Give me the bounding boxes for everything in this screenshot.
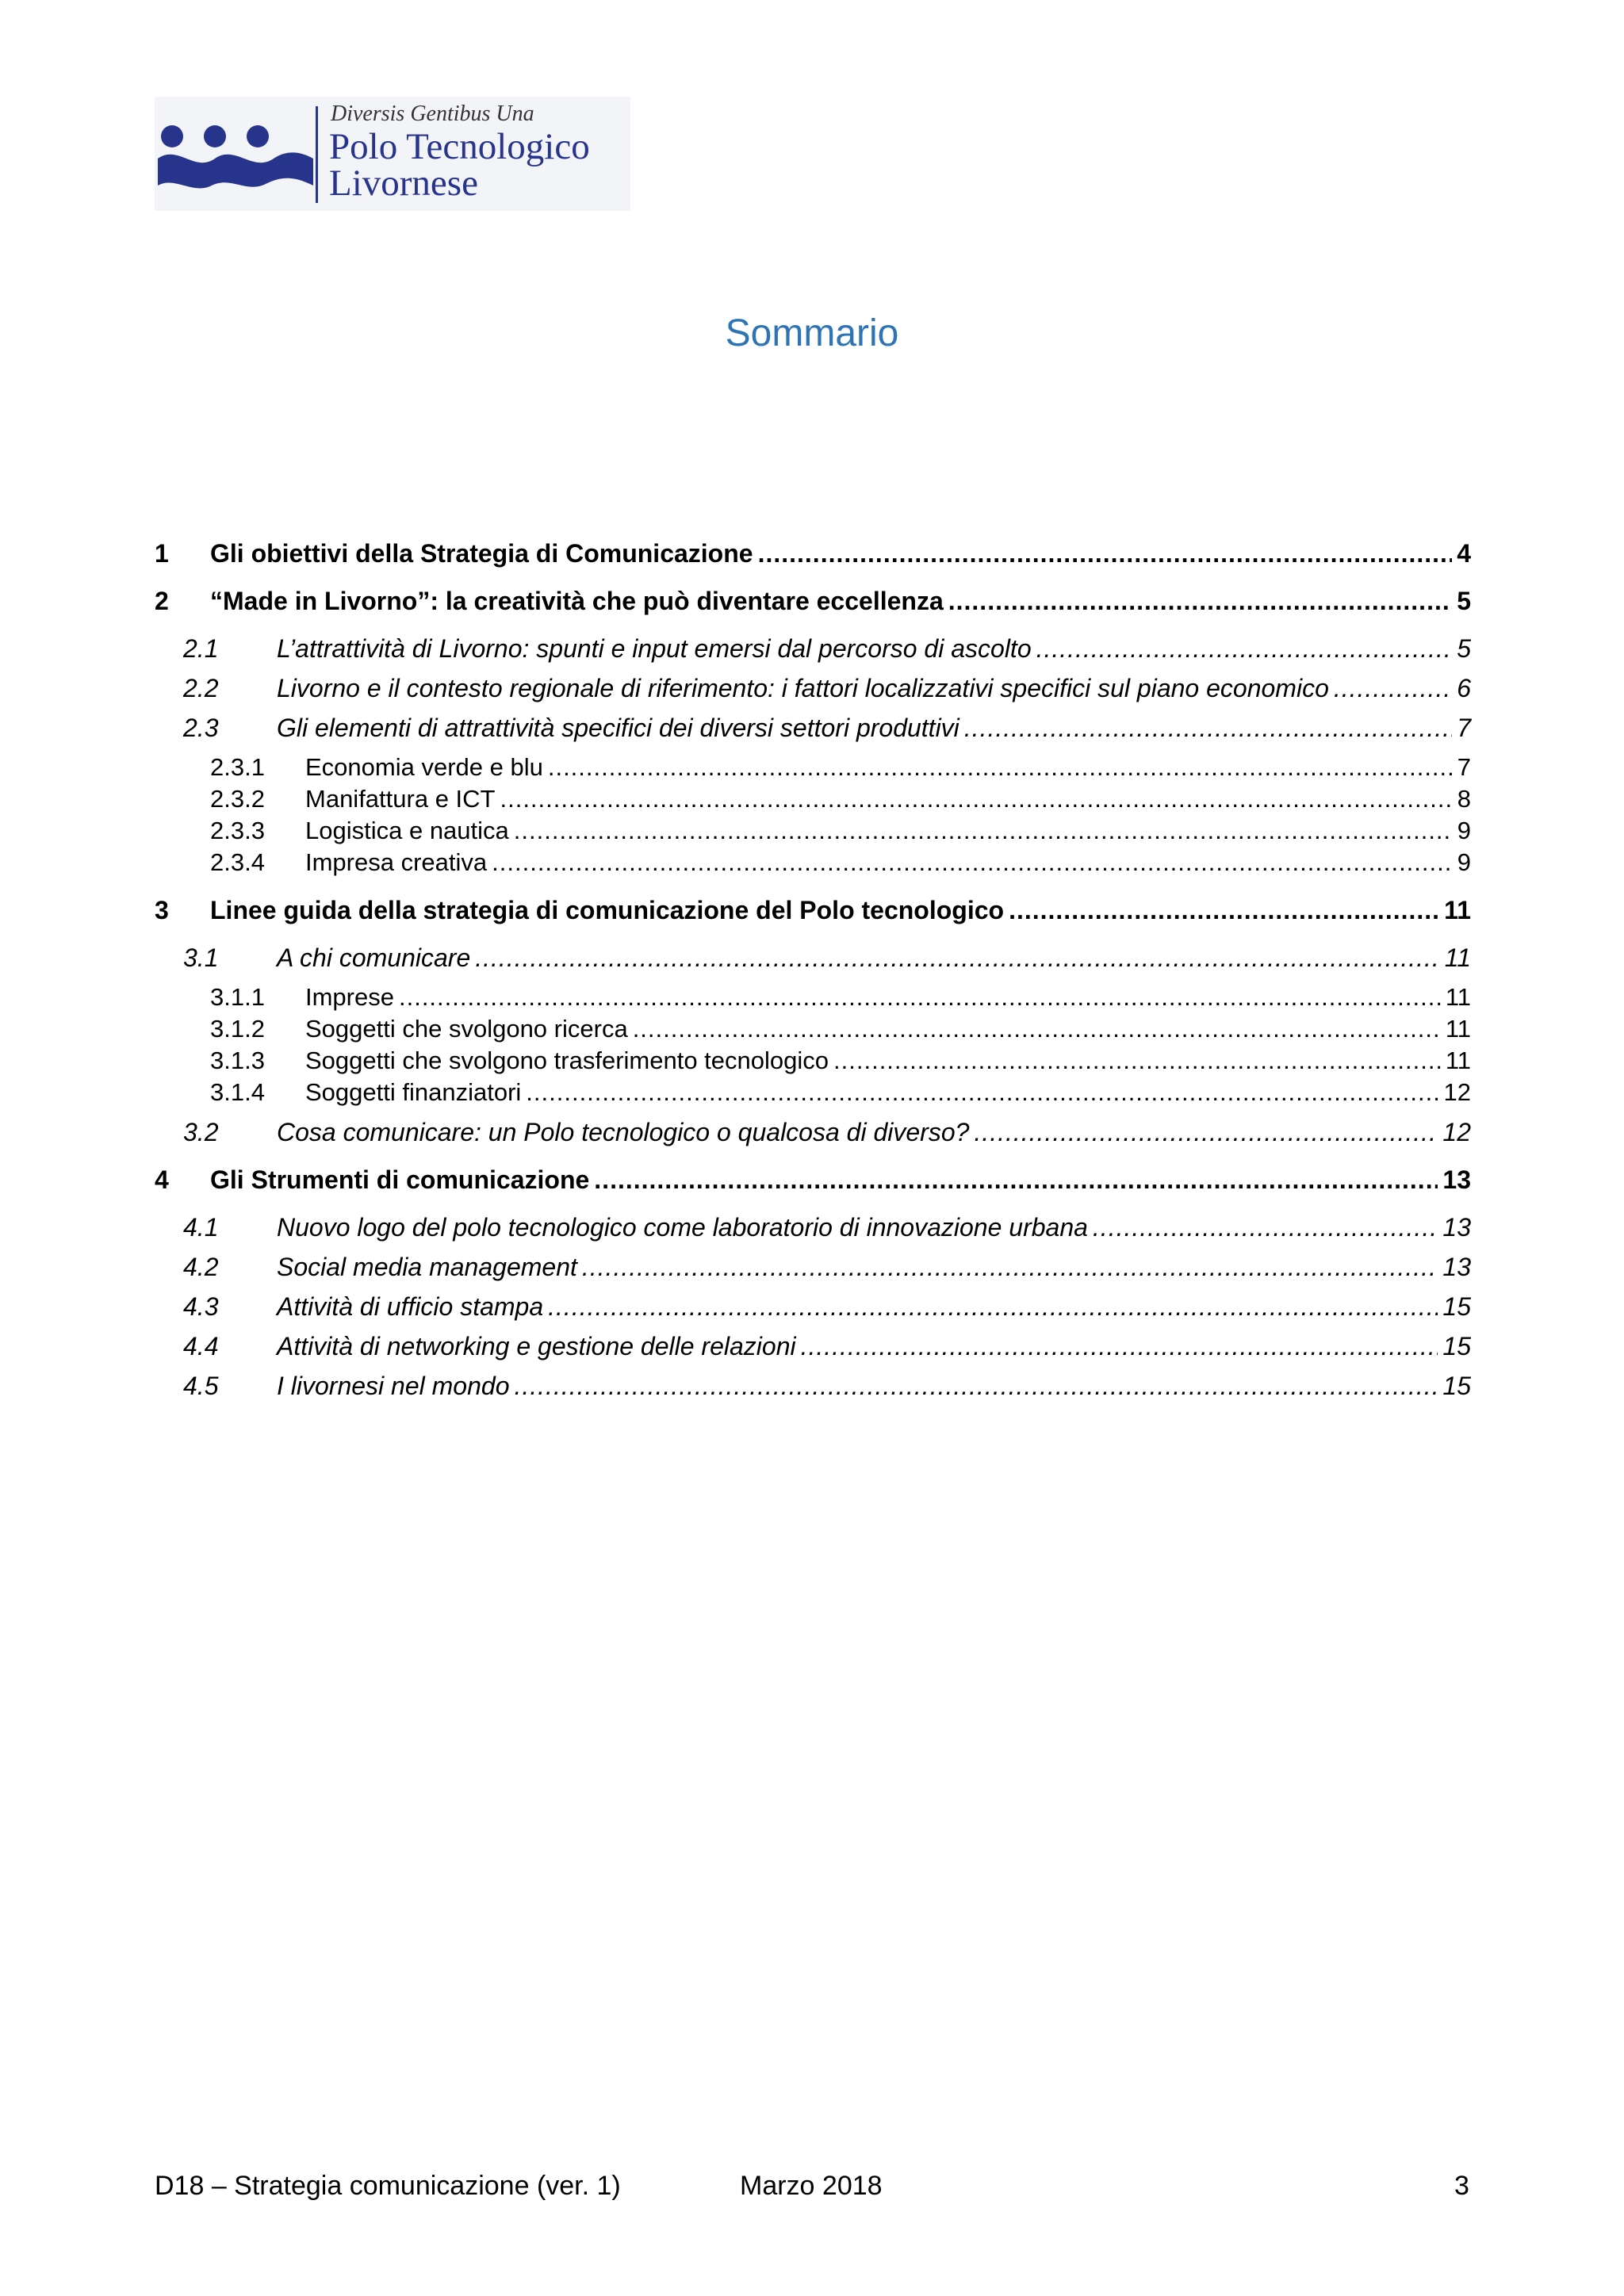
toc-entry-page: 5 bbox=[1457, 587, 1471, 615]
toc-entry-number: 1 bbox=[155, 539, 169, 568]
toc-entry[interactable] bbox=[155, 817, 1471, 848]
toc-entry-page: 15 bbox=[1442, 1292, 1471, 1321]
toc-entry-number: 3.1.2 bbox=[210, 1015, 265, 1043]
toc-entry-number: 4.1 bbox=[183, 1213, 219, 1242]
toc-entry-label: L’attrattività di Livorno: spunti e input emersi dal percorso di ascolto bbox=[277, 634, 1032, 663]
toc-entry-page: 11 bbox=[1444, 943, 1471, 972]
logo-motto: Diversis Gentibus Una bbox=[331, 101, 534, 126]
toc-entry-page: 8 bbox=[1457, 785, 1471, 813]
toc-entry-page: 7 bbox=[1457, 714, 1471, 742]
footer-page-number: 3 bbox=[1454, 2171, 1469, 2201]
toc-entry-page: 6 bbox=[1457, 674, 1471, 702]
toc-entry[interactable] bbox=[155, 1118, 1471, 1150]
toc-entry-number: 3.2 bbox=[183, 1118, 219, 1146]
toc-entry-number: 4.5 bbox=[183, 1372, 219, 1400]
toc-dot-leader bbox=[833, 1047, 1441, 1075]
toc-entry[interactable] bbox=[155, 848, 1471, 880]
logo-name-line1: Polo Tecnologico bbox=[329, 126, 590, 167]
toc-entry[interactable] bbox=[155, 943, 1471, 975]
toc-entry-page: 11 bbox=[1445, 983, 1471, 1011]
toc-entry-number: 3.1.4 bbox=[210, 1078, 265, 1106]
toc-entry-label: Manifattura e ICT bbox=[305, 785, 496, 813]
toc-dot-leader bbox=[974, 1118, 1438, 1147]
toc-dot-leader bbox=[1009, 896, 1439, 925]
logo-name bbox=[329, 126, 590, 204]
toc-entry[interactable] bbox=[155, 714, 1471, 745]
toc-entry-number: 2.2 bbox=[183, 674, 219, 702]
toc-entry-number: 4.3 bbox=[183, 1292, 219, 1321]
toc-entry-label: Soggetti finanziatori bbox=[305, 1078, 522, 1106]
toc-entry-number: 3.1.1 bbox=[210, 983, 265, 1011]
toc-entry-number: 2.3.4 bbox=[210, 848, 265, 876]
toc-entry[interactable] bbox=[155, 539, 1471, 571]
toc-entry-number: 3.1.3 bbox=[210, 1047, 265, 1074]
toc-entry-label: Attività di ufficio stampa bbox=[277, 1292, 544, 1321]
toc-entry-label: Social media management bbox=[277, 1253, 577, 1281]
toc-entry[interactable] bbox=[155, 785, 1471, 817]
toc-entry-page: 13 bbox=[1442, 1253, 1471, 1281]
toc-entry-label: Cosa comunicare: un Polo tecnologico o qualcosa di diverso? bbox=[277, 1118, 970, 1146]
toc-entry[interactable] bbox=[155, 896, 1471, 928]
toc-entry[interactable] bbox=[155, 753, 1471, 785]
toc-dot-leader bbox=[1334, 674, 1452, 703]
toc-entry[interactable] bbox=[155, 1372, 1471, 1403]
toc-dot-leader bbox=[964, 714, 1452, 743]
toc-dot-leader bbox=[399, 983, 1441, 1012]
toc-dot-leader bbox=[758, 539, 1453, 568]
toc-entry-page: 11 bbox=[1444, 896, 1471, 924]
toc-entry[interactable] bbox=[155, 1292, 1471, 1324]
toc-entry-page: 12 bbox=[1443, 1078, 1471, 1106]
logo bbox=[155, 97, 630, 211]
toc-entry-number: 3 bbox=[155, 896, 169, 924]
toc-entry-label: Soggetti che svolgono ricerca bbox=[305, 1015, 628, 1043]
toc-dot-leader bbox=[594, 1165, 1438, 1195]
toc-dot-leader bbox=[582, 1253, 1438, 1282]
toc-dot-leader bbox=[500, 785, 1452, 813]
toc-entry[interactable] bbox=[155, 1253, 1471, 1284]
footer-date: Marzo 2018 bbox=[740, 2171, 883, 2201]
toc-entry-label: Livorno e il contesto regionale di riferimento: i fattori localizzativi specifici sul piano economico bbox=[277, 674, 1329, 702]
toc-entry-page: 15 bbox=[1442, 1372, 1471, 1400]
toc-dot-leader bbox=[475, 943, 1440, 973]
toc-entry-number: 4.4 bbox=[183, 1332, 219, 1360]
logo-mark-icon bbox=[155, 97, 313, 211]
toc-entry[interactable] bbox=[155, 1047, 1471, 1078]
toc-entry-page: 12 bbox=[1442, 1118, 1471, 1146]
toc-entry-label: A chi comunicare bbox=[277, 943, 471, 972]
toc-dot-leader bbox=[948, 587, 1452, 616]
toc-entry-page: 15 bbox=[1442, 1332, 1471, 1360]
logo-separator bbox=[316, 106, 318, 203]
toc-entry-page: 5 bbox=[1457, 634, 1471, 663]
toc-entry-label: Attività di networking e gestione delle relazioni bbox=[277, 1332, 796, 1360]
toc-dot-leader bbox=[801, 1332, 1438, 1361]
toc-entry[interactable] bbox=[155, 983, 1471, 1015]
toc-entry-label: Linee guida della strategia di comunicazione del Polo tecnologico bbox=[210, 896, 1005, 924]
toc-entry-number: 2.3.3 bbox=[210, 817, 265, 844]
toc-entry-number: 4.2 bbox=[183, 1253, 219, 1281]
toc-entry[interactable] bbox=[155, 1213, 1471, 1245]
toc-entry-page: 11 bbox=[1445, 1015, 1471, 1043]
toc-dot-leader bbox=[548, 753, 1453, 782]
toc-entry[interactable] bbox=[155, 587, 1471, 618]
toc-dot-leader bbox=[548, 1292, 1438, 1322]
toc-dot-leader bbox=[514, 817, 1453, 845]
page-title: Sommario bbox=[725, 312, 899, 354]
toc-entry-number: 2.3.1 bbox=[210, 753, 265, 781]
toc-entry[interactable] bbox=[155, 1332, 1471, 1364]
toc-dot-leader bbox=[526, 1078, 1438, 1107]
toc-entry-page: 4 bbox=[1457, 539, 1471, 568]
toc-entry-number: 2.1 bbox=[183, 634, 219, 663]
toc-entry-page: 7 bbox=[1457, 753, 1471, 781]
toc-entry-page: 13 bbox=[1442, 1213, 1471, 1242]
toc-entry-number: 2 bbox=[155, 587, 169, 615]
toc-entry-label: Soggetti che svolgono trasferimento tecnologico bbox=[305, 1047, 829, 1074]
toc-entry-label: Gli elementi di attrattività specifici dei diversi settori produttivi bbox=[277, 714, 959, 742]
toc-entry-number: 2.3 bbox=[183, 714, 219, 742]
toc-entry-page: 9 bbox=[1457, 817, 1471, 844]
footer-document: D18 – Strategia comunicazione (ver. 1) bbox=[155, 2171, 621, 2201]
toc-entry-label: Logistica e nautica bbox=[305, 817, 509, 844]
toc-entry-label: Gli obiettivi della Strategia di Comunicazione bbox=[210, 539, 753, 568]
toc-dot-leader bbox=[1093, 1213, 1438, 1242]
toc-dot-leader bbox=[492, 848, 1453, 877]
toc-dot-leader bbox=[633, 1015, 1441, 1043]
toc-entry-page: 11 bbox=[1445, 1047, 1471, 1074]
toc-dot-leader bbox=[1036, 634, 1453, 664]
toc-entry-number: 2.3.2 bbox=[210, 785, 265, 813]
toc-entry-label: “Made in Livorno”: la creatività che può diventare eccellenza bbox=[210, 587, 944, 615]
toc-entry-label: Economia verde e blu bbox=[305, 753, 543, 781]
toc-entry-page: 13 bbox=[1442, 1165, 1471, 1194]
toc-entry-number: 3.1 bbox=[183, 943, 219, 972]
toc-entry[interactable] bbox=[155, 634, 1471, 666]
toc-entry-number: 4 bbox=[155, 1165, 169, 1194]
toc-entry-label: Nuovo logo del polo tecnologico come laboratorio di innovazione urbana bbox=[277, 1213, 1088, 1242]
toc-entry-label: Impresa creativa bbox=[305, 848, 488, 876]
toc-entry-label: Gli Strumenti di comunicazione bbox=[210, 1165, 590, 1194]
toc-dot-leader bbox=[514, 1372, 1438, 1401]
toc-entry-label: Imprese bbox=[305, 983, 394, 1011]
toc-entry-label: I livornesi nel mondo bbox=[277, 1372, 510, 1400]
logo-name-line2: Livornese bbox=[329, 163, 478, 204]
toc-entry[interactable] bbox=[155, 1078, 1471, 1110]
toc-entry[interactable] bbox=[155, 674, 1471, 706]
toc-entry-page: 9 bbox=[1457, 848, 1471, 876]
toc-entry[interactable] bbox=[155, 1015, 1471, 1047]
toc-entry[interactable] bbox=[155, 1165, 1471, 1197]
